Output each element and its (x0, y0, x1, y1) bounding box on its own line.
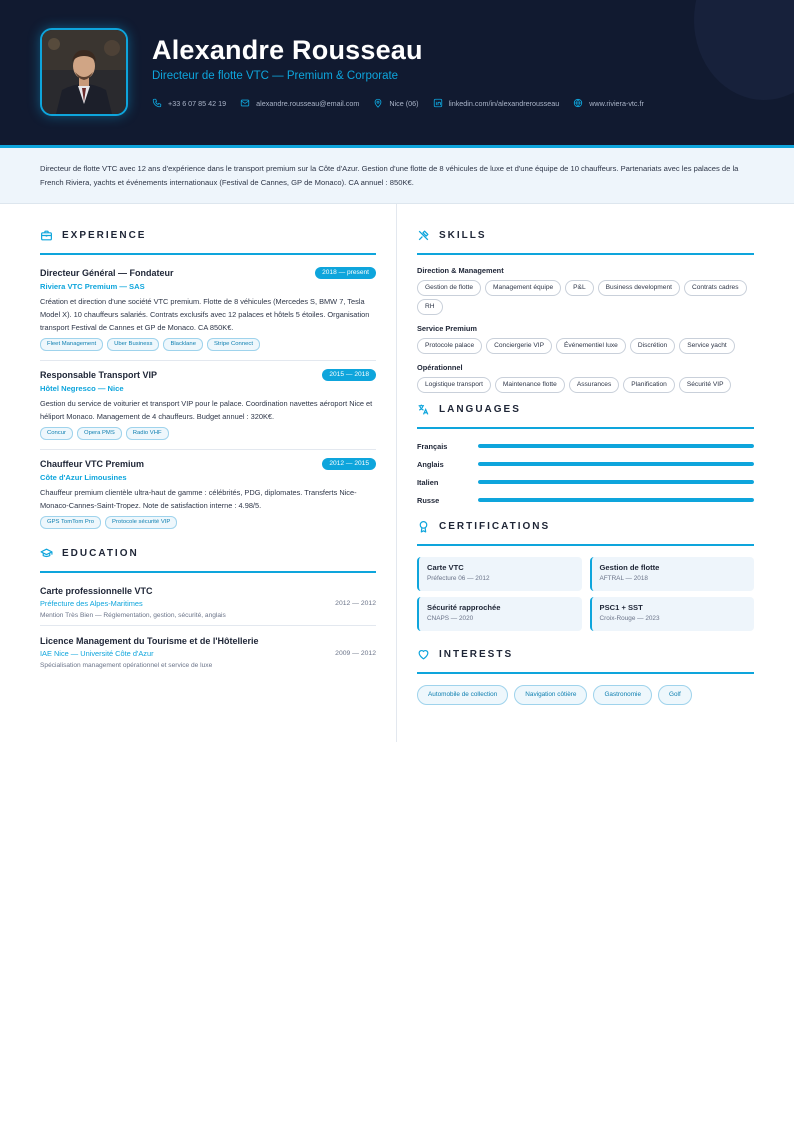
languages-title: LANGUAGES (439, 403, 521, 415)
certification-card (590, 597, 755, 631)
language-bar (478, 480, 754, 484)
section-line (417, 427, 754, 429)
education-degree: Carte professionnelle VTC (40, 586, 153, 596)
certification-meta: Croix-Rouge — 2023 (599, 615, 660, 622)
briefcase-icon (40, 229, 53, 242)
mail-icon (240, 98, 250, 108)
experience-description: Création et direction d'une société VTC premium. Flotte de 8 véhicules (Mercedes S, BMW 7, Tesla Model X). 10 chauffeurs salariés. Contrats exclusifs avec 12 palaces et hôtels 5 étoiles. Organisation transport Festival de Cannes et GP de Monaco. CA 850K€. (40, 297, 370, 332)
contact-linkedin-text: linkedin.com/in/alexandrerousseau (448, 98, 560, 108)
skill-chip: Sécurité VIP (679, 377, 732, 393)
tag: Blacklane (163, 338, 203, 351)
skill-chips (417, 377, 754, 396)
summary-text: Directeur de flotte VTC avec 12 ans d'expérience dans le transport premium sur la Côte d'Azur. Gestion d'une flotte de 8 véhicules de luxe et d'une équipe de 10 chauffeurs. Partenariats avec les palaces de la French Riviera, yachts et événements internationaux (Festival de Cannes, GP de Monaco). CA annuel : 850K€. (40, 164, 739, 187)
experience-tags (40, 338, 376, 351)
experience-date-badge: 2015 — 2018 (322, 369, 376, 381)
interest-chip: Gastronomie (593, 685, 652, 705)
experience-description: Chauffeur premium clientèle ultra-haut de gamme : célébrités, PDG, diplomates. Transferts Nice-Monaco-Cannes-Saint-Tropez. Note de satisfaction interne : 4.98/5. (40, 488, 357, 510)
contact-phone-text: +33 6 07 85 42 19 (168, 98, 227, 108)
skill-category: Opérationnel (417, 363, 463, 372)
skill-chip: Planification (623, 377, 675, 393)
contact-website-text: www.riviera-vtc.fr (589, 98, 644, 108)
experience-description: Gestion du service de voiturier et transport VIP pour le palace. Coordination navettes aéroport Nice et héliport Monaco. Management de 4 chauffeurs. Budget annuel : 320K€. (40, 399, 373, 421)
education-title: EDUCATION (62, 547, 139, 559)
contact-website[interactable] (573, 98, 644, 108)
profile-photo (40, 28, 128, 116)
experience-item (40, 369, 376, 450)
globe-icon (573, 98, 583, 108)
graduation-cap-icon (40, 547, 53, 560)
skill-chip: Protocole palace (417, 338, 482, 354)
contact-location-text: Nice (06) (389, 98, 419, 108)
experience-company: Riviera VTC Premium — SAS (40, 282, 145, 291)
experience-role: Directeur Général — Fondateur (40, 268, 174, 278)
interest-list (417, 685, 754, 705)
languages-header (417, 402, 754, 416)
contact-email-text: alexandre.rousseau@email.com (256, 98, 360, 108)
tag: Uber Business (107, 338, 159, 351)
language-bar (478, 498, 754, 502)
language-level-fill (478, 462, 754, 466)
linkedin-icon (433, 98, 443, 108)
left-column (40, 204, 376, 684)
tools-icon (417, 229, 430, 242)
language-name: Italien (417, 477, 439, 487)
skill-chip: Logistique transport (417, 377, 491, 393)
summary-section (0, 148, 794, 204)
skills-section (417, 228, 754, 396)
language-level-fill (478, 444, 754, 448)
phone-icon (152, 98, 162, 108)
contact-phone[interactable] (152, 98, 226, 108)
candidate-title: Directeur de flotte VTC — Premium & Corporate (152, 70, 399, 82)
skill-chip: P&L (565, 280, 593, 296)
certification-meta: CNAPS — 2020 (427, 615, 474, 622)
section-line (40, 253, 376, 255)
certification-meta: AFTRAL — 2018 (599, 575, 648, 582)
tag: Opera PMS (77, 427, 122, 440)
skill-chip: Management équipe (485, 280, 561, 296)
skills-title: SKILLS (439, 229, 487, 241)
language-bar (478, 462, 754, 466)
experience-item (40, 458, 376, 538)
heart-icon (417, 648, 430, 661)
certification-card (590, 557, 755, 591)
contact-email[interactable] (240, 98, 359, 108)
education-years: 2012 — 2012 (335, 600, 376, 607)
certification-card (417, 557, 582, 591)
certifications-header (417, 519, 754, 533)
education-school: Préfecture des Alpes-Maritimes (40, 599, 143, 608)
skill-chips (417, 280, 754, 318)
languages-section (417, 402, 754, 506)
experience-tags (40, 516, 376, 529)
section-line (417, 253, 754, 255)
section-line (417, 544, 754, 546)
interests-section (417, 647, 754, 705)
contact-linkedin[interactable] (433, 98, 560, 108)
language-level-fill (478, 480, 754, 484)
skill-category: Direction & Management (417, 266, 504, 275)
translate-icon (417, 403, 430, 416)
skill-chip: Assurances (569, 377, 619, 393)
header (0, 0, 794, 145)
skill-chip: Contrats cadres (684, 280, 747, 296)
certification-meta: Préfecture 06 — 2012 (427, 575, 490, 582)
candidate-name: Alexandre Rousseau (152, 35, 423, 65)
decorative-circle (694, 0, 794, 100)
certification-name: Carte VTC (427, 563, 464, 572)
skill-category: Service Premium (417, 324, 477, 333)
skill-chips (417, 338, 754, 357)
education-header (40, 546, 376, 560)
education-note: Spécialisation management opérationnel et service de luxe (40, 662, 213, 669)
experience-date-badge: 2012 — 2015 (322, 458, 376, 470)
location-icon (373, 98, 383, 108)
contact-list (152, 97, 658, 109)
experience-role: Responsable Transport VIP (40, 370, 158, 380)
language-name: Russe (417, 495, 440, 505)
education-years: 2009 — 2012 (335, 650, 376, 657)
tag: Radio VHF (126, 427, 169, 440)
language-name: Français (417, 441, 448, 451)
experience-role: Chauffeur VTC Premium (40, 459, 145, 469)
skill-chip: Gestion de flotte (417, 280, 481, 296)
section-line (417, 672, 754, 674)
skill-chip: RH (417, 299, 443, 315)
certifications-section (417, 519, 754, 631)
language-row (417, 440, 754, 452)
interest-chip: Golf (658, 685, 692, 705)
education-degree: Licence Management du Tourisme et de l'Hôtellerie (40, 636, 259, 646)
education-note: Mention Très Bien — Réglementation, gestion, sécurité, anglais (40, 612, 226, 619)
language-name: Anglais (417, 459, 444, 469)
experience-title: EXPERIENCE (62, 229, 147, 241)
skills-header (417, 228, 754, 242)
tag: Fleet Management (40, 338, 103, 351)
tag: Protocole sécurité VIP (105, 516, 177, 529)
skill-chip: Événementiel luxe (556, 338, 626, 354)
experience-tags (40, 427, 376, 440)
skill-chip: Business development (598, 280, 680, 296)
language-row (417, 476, 754, 488)
skill-chip: Conciergerie VIP (486, 338, 552, 354)
right-column (417, 204, 754, 705)
certifications-title: CERTIFICATIONS (439, 520, 551, 532)
certification-grid (417, 557, 754, 631)
interest-chip: Automobile de collection (417, 685, 508, 705)
section-line (40, 571, 376, 573)
language-row (417, 494, 754, 506)
experience-company: Côte d'Azur Limousines (40, 473, 127, 482)
language-level-fill (478, 498, 754, 502)
skill-chip: Service yacht (679, 338, 735, 354)
certification-name: PSC1 + SST (599, 603, 643, 612)
interests-header (417, 647, 754, 661)
award-icon (417, 520, 430, 533)
certification-card (417, 597, 582, 631)
certification-name: Gestion de flotte (599, 563, 660, 572)
interests-title: INTERESTS (439, 648, 514, 660)
experience-item (40, 267, 376, 361)
skill-chip: Discrétion (630, 338, 675, 354)
education-item (40, 635, 376, 675)
education-school: IAE Nice — Université Côte d'Azur (40, 649, 154, 658)
skill-chip: Maintenance flotte (495, 377, 565, 393)
certification-name: Sécurité rapprochée (427, 603, 501, 612)
language-bar (478, 444, 754, 448)
education-section (40, 546, 376, 675)
column-divider (396, 204, 397, 742)
tag: GPS TomTom Pro (40, 516, 101, 529)
tag: Stripe Connect (207, 338, 260, 351)
interest-chip: Navigation côtière (514, 685, 587, 705)
education-item (40, 585, 376, 626)
experience-company: Hôtel Negresco — Nice (40, 384, 124, 393)
experience-header (40, 228, 376, 242)
contact-location (373, 98, 418, 108)
experience-date-badge: 2018 — present (315, 267, 376, 279)
tag: Concur (40, 427, 73, 440)
language-row (417, 458, 754, 470)
experience-section (40, 228, 376, 538)
